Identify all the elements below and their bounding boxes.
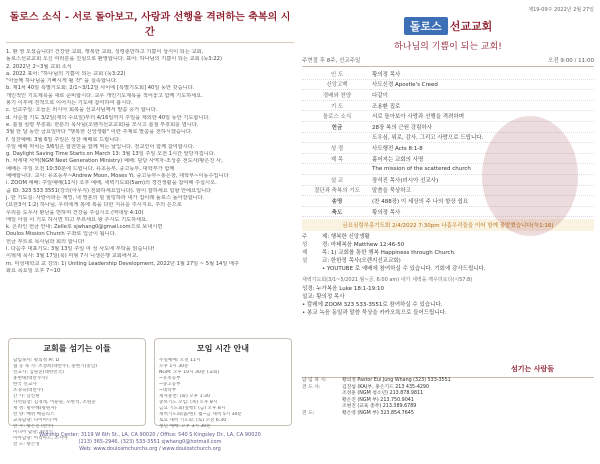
order-value: 황의정 목사: [372, 209, 401, 216]
logo-part-b: 선교교회: [449, 20, 493, 33]
serving-row: 사역팀장: 김경래, 이순순, 모한석, 조원준: [13, 400, 96, 405]
evening-service-list: [302, 285, 594, 317]
evening-row: [302, 293, 594, 301]
serving-row: 홍현태(대만주사): [13, 376, 48, 381]
serving-row: 담임목사: 황의정 Pr. D: [13, 358, 60, 363]
news-line: Doulos Mission Church 구좌로 입금이 됩니다.: [6, 231, 117, 238]
meeting-time-row: 중보기도 모임: (목) 오후 8시: [159, 400, 218, 405]
worship-order-item: [302, 69, 594, 80]
bulletin-column: [302, 6, 594, 458]
friday-row-value: • YOUTUBE 로 예배에 참여하실 수 있습니다. 기회에 감사드립니다.: [322, 266, 486, 273]
news-line: 개인적인 기도제목을 새로 준비합시다. 교우 개인기도제목을 적어놓고 함께 기도하세요.: [6, 92, 203, 99]
member-name: 황은진 (NGM 부) 213.750.9041: [342, 397, 414, 403]
order-value: 장석진 목사(러시아 선교사): [372, 177, 439, 184]
friday-row-label: 주: [302, 234, 308, 241]
order-label: 축도: [331, 209, 343, 216]
member-role: 전 도 사:: [302, 384, 321, 390]
news-line: m. 미성대학교 교 강의: 1) Uniting Leadership Development, 2022년 1월 27일 ~ 5월 14일 매주: [6, 260, 240, 267]
friday-row-label: 설: [302, 258, 308, 265]
evening-row: [302, 309, 594, 317]
news-title: 돌로스 소식 - 서로 돌아보고, 사랑과 선행을 격려하는 축복의 시간: [6, 8, 294, 43]
members-section: [302, 364, 594, 417]
news-line: 예배합니다. 교사: 유초등부~Andrew Moon, Moses Yi, 중고등부~홍은창, 대학부~이동수입니다: [6, 173, 229, 180]
evening-row-label: 설: [302, 294, 308, 301]
order-label: 신앙고백: [326, 82, 348, 89]
evening-row-value: 교: 황의정 목사: [307, 294, 345, 301]
news-line: 돌로스선교교회 오신 여러분을 진심으로 환영합니다. 표어: 하나님의 기쁨이 되는 교회 (눅3:22): [6, 56, 222, 63]
order-label: 인 도: [330, 71, 344, 78]
news-line: 예배는 주일 오전 10:30분에 드립니다. 유초등부, 중고등부, 대학부가 함께: [6, 165, 175, 172]
church-slogan: 하나님의 기쁨이 되는 교회!: [394, 42, 502, 52]
news-line: 1. 환 영 오셨습니다! 건강한 교회, 행복한 교회, 성령충만하고 기쁨이 상식이 되는 교회,: [6, 49, 204, 55]
news-line: 이혁재 목사: 3월 17일(목) 미형 7시 니생은행 교회에서교.: [6, 253, 139, 260]
evening-row-label: 성: [302, 286, 308, 293]
news-line: h. 차세대 사역(NGM Next Generation Ministry) 예배: 담당 사역자-조성훈 전도사/황은진 사,: [6, 158, 223, 165]
serving-row: 미디어 담당: 최영인: [13, 430, 53, 435]
news-line: 헌금 부트로 목사님과 회의 합니다!: [6, 238, 85, 245]
order-label: 기 도: [330, 103, 344, 110]
news-line: j. 한 기도실: 사랑이라는 재밍, 내 영혼의 힐 힐링하라 내가 집이래 돌로스 돌아갈합니다.: [6, 194, 205, 201]
friday-row: [302, 265, 594, 273]
member-row: [302, 411, 594, 418]
order-label: 결단과 축복의 기도: [313, 188, 360, 195]
news-line: 매일 아침 이 기도 하시면 하고 부르세요 왕 주시도 기도하세요.: [6, 216, 148, 223]
dove-decoration-icon: [470, 96, 590, 246]
news-line: 3월 한 달 동안 금요일마다 "행복한 신앙생활" 이란 주제로 말씀을 전하시겠습니다.: [6, 129, 193, 136]
member-name: 조현진 (교육 총무) 213.389.6789: [342, 404, 417, 409]
friday-row-label: 성: [302, 242, 308, 249]
news-line: 주일 예배 마치는 3/6일은 합찬만을 함께 먹는 날입니다. 전교인이 함께 참여합시다.: [6, 143, 195, 150]
issue-date: 제19-09주 2022년 2월 27일: [528, 7, 594, 13]
evening-row-value: 경: 누가복음 Luke 18:1-19:10: [307, 286, 385, 293]
member-name: 황의정 Pastor Eui Jung Whang (323) 533-3551: [342, 378, 451, 383]
meeting-time-row: ~대학부: [159, 388, 177, 393]
footer-address: Worship Center: 3119 W 6th St., LA, CA 90020 / Office: 540 S Kingsley Dr., LA, CA 90020: [39, 432, 261, 438]
news-list: [6, 49, 294, 275]
order-value: 서로 돌아보아 사랑과 선행을 격려하며: [372, 114, 465, 121]
news-line: 2. 2022년 2~3월 교회 소식: [6, 63, 72, 70]
member-name: 김진섭 (KA)부, 홍은기드 213 435-4290: [342, 384, 430, 390]
serving-row: 재 정: 황수혜(황원자): [13, 406, 57, 411]
friday-row-value: 제: 행복한 신앙생활: [322, 234, 370, 241]
worship-order-item: [302, 80, 594, 91]
service-time: 오전 9:00 / 11:00: [548, 58, 594, 64]
order-value: 말씀을 묵상하고: [372, 188, 411, 195]
news-line: l. 다음주 대표기도: 3월 13일 주일 여 성 사도에 부탁을 읽습니다!: [6, 246, 155, 253]
service-header: [302, 56, 594, 67]
evening-row-value: • 칼레에 ZOOM 323 533-3551로 참여하실 수 있습니다.: [302, 302, 443, 309]
dawn-prayer-note: 새벽기도회(3/1~5/2021 월~금, 6:00 am) 내가 새벽을 깨우리로다(시57:8): [302, 277, 473, 284]
news-line: "아들께 하나님을 기뻐시게 될 것" 을 실족합니다.: [6, 78, 118, 85]
meeting-time-row: ~유초등부: [159, 376, 181, 381]
members-table: [302, 377, 594, 417]
meeting-time-row: 제자훈련: (화) 오후 1:30: [159, 394, 210, 399]
order-value: 28장 복의 근원 강림하사: [372, 124, 433, 131]
order-value: 사도신경 Apostle's Creed: [372, 82, 438, 89]
footer-contact: (213) 365-2946, (323) 533-3551 sjwhang0@hotmail.com: [78, 439, 222, 445]
serving-people-box: [8, 338, 146, 447]
prayer-meeting-note: 금요심령부흥기도회 2/4/2022 7:30pm 나흠우리들을 이어 함께 출발했습니다(눅1:16): [302, 219, 594, 231]
order-value: 사도행전 Acts 8:1-8: [372, 145, 423, 152]
order-value: 조용환 집로: [372, 103, 401, 110]
members-title: 섬기는 사람들: [510, 365, 554, 373]
meeting-time-row: ~중고등부: [159, 382, 181, 387]
evening-row: [302, 285, 594, 293]
meeting-time-row: 주일예배: 오전 11시: [159, 358, 201, 363]
friday-row-value: 목: 1) 교회를 통한 행복 Happiness through Church.: [322, 250, 456, 257]
church-logo: [302, 17, 594, 35]
serving-row: 선교사: 김원준(대한민국): [13, 370, 64, 375]
meeting-times-list: [159, 358, 287, 430]
evening-row: [302, 301, 594, 309]
news-line: 우리를 도우사 환난을 면하며 건강을 주십시오 (역대상 4:10): [6, 209, 144, 216]
meeting-time-row: 토요 새벽 기도회: (토) 오전 6:30: [159, 418, 227, 423]
church-footer: [6, 432, 294, 453]
serving-people-title: 교회를 섬기는 이들: [43, 344, 111, 353]
serving-row: 교육담당: 다이아나 마: [13, 418, 58, 423]
service-name: 주현절 후 8주, 선교주일: [302, 58, 361, 64]
meeting-times-title: 모임 시간 안내: [197, 344, 249, 353]
serving-row: 한국 선교사: [13, 382, 37, 387]
meeting-time-row: 새벽기도회(줌/현): 월~금 새벽 5시 30분: [159, 412, 242, 417]
serving-row: 전 도: 황은영: [13, 442, 40, 447]
serving-row: 간 사: 남신원: [13, 394, 40, 399]
news-line: g. Daylight Saving Time Starts on March 13: 3월 13일 주일 오전 1시간 앞당겨집니다.: [6, 151, 216, 158]
member-role: 담 임 목 사:: [302, 378, 327, 383]
meeting-time-row: 청년 예배: 오후 3시 30분: [159, 424, 211, 429]
order-label: 돌로스 소식: [322, 114, 352, 121]
order-label: 성 경: [330, 145, 344, 152]
order-label: 설 교: [330, 177, 344, 184]
order-value: 도우심, 위로, 감사, 그리고 사랑으로 드립니다.: [372, 135, 484, 142]
order-label: 헌금: [331, 124, 343, 131]
member-role: 전 도:: [302, 410, 315, 416]
news-line: a. 2022 표어: "하나님의 기쁨이 되는 교회 (눅3:22): [6, 70, 126, 77]
member-name: 조성훈 (NGM 청소년) 213.878.9811: [342, 391, 424, 396]
news-line: d. 사순절 기도 3/2일(재의 수요일)부터 4/16일까지 주일을 제외한 40일 동안 기도합니다.: [6, 114, 211, 121]
order-label: 제 목: [330, 156, 344, 163]
order-value: 황의정 목사: [372, 71, 401, 78]
friday-row-value: 교: 한한정 목사(오렌지선교교회): [322, 258, 401, 265]
evening-row-value: • 봉교 녹음 동일과 말씀 묵상을 카카오톡으로 들어드립니다.: [302, 310, 447, 317]
footer-web: Web: www.doulosmchurchs.org / www.doulostchurch.org: [79, 446, 221, 452]
meeting-times-box: [154, 338, 292, 429]
meeting-time-row: NGM: 오후 10시 30분 (교회): [159, 370, 220, 375]
friday-row: [302, 257, 594, 265]
news-line: b. 제1차 40일 특별기도회: 2/1~3/12일 사이에 [특별기도회] 40일 동안 갖습니다.: [6, 85, 195, 92]
news-line: f. 성찬예배: 3월 6일 주일은 성찬 예배로 드립니다.: [6, 136, 121, 143]
serving-row: 반 주: 황은진 (반주): [13, 424, 54, 429]
order-label: 송영: [331, 198, 343, 205]
order-label: 경배와 찬양: [322, 92, 352, 99]
friday-row-label: 제: [302, 250, 308, 257]
meeting-time-row: 금요 기도회(실행): (금) 오후 8시: [159, 406, 226, 411]
news-column: [6, 8, 294, 458]
news-line: k. 온라인 헌금 안내: Zelle로 sjwhang0@gmail.com으로 보내시면: [6, 224, 163, 231]
order-value: (찬 488장) 이 세상의 주 나의 항상 쉽요: [372, 198, 469, 205]
news-line: i. ZOOM 예배: 주일예배(11시) 오후 예배, 새벽기도회(5am)의 경건생활을 참여해 주십시오.: [6, 180, 217, 187]
friday-row-value: 경: 마태복음 Matthew 12:46-50: [322, 242, 405, 249]
serving-row: 찬 양: 매쉬 메들리스: [13, 412, 55, 417]
news-line: 화요 목요일 오후 7~10: [6, 267, 61, 274]
order-value: 다같이: [372, 92, 388, 99]
meeting-time-row: 오후 1시 30분: [159, 364, 189, 369]
news-line: e. 봄철 심령 부흥회: 한분의 목사님(오렌지선교교회)을 모시고 봄철 부흥회를 엽니다.: [6, 121, 199, 128]
order-value: The mission of the scattered church: [372, 166, 471, 173]
serving-row: 협 동 목 사: 조성희(대만주), 홍현기(중남): [13, 364, 98, 369]
news-line: 줌 ID: 323 533 3551(강의(아무식) 전화하세요입니다). 암이 잘하세요 힘할 안에요입니다: [6, 187, 212, 194]
news-line: 봉기 이후에 전적으로 이어지는 기도에 참여하여 봅시다.: [6, 100, 133, 107]
serving-row: 미아담당: 아리아드, 조시아: [13, 436, 68, 441]
news-line: (요한3서 1:2) 하나님, 우리에게 복에 복을 다한 지유를 주시지요, 주의 은으로: [6, 202, 182, 209]
logo-part-a: 돌로스: [404, 17, 448, 35]
member-name: 황은영 (NGM 부) 323.854.7645: [342, 410, 414, 416]
news-line: c. 선교주일: 오늘은 러시아 회복을 선교사님께서 말씀 증거 합니다.: [6, 107, 158, 114]
serving-row: 조경숙(대만주): [13, 388, 44, 393]
order-value: 흩어지는 교회의 사명: [372, 156, 424, 163]
friday-row: [302, 249, 594, 257]
